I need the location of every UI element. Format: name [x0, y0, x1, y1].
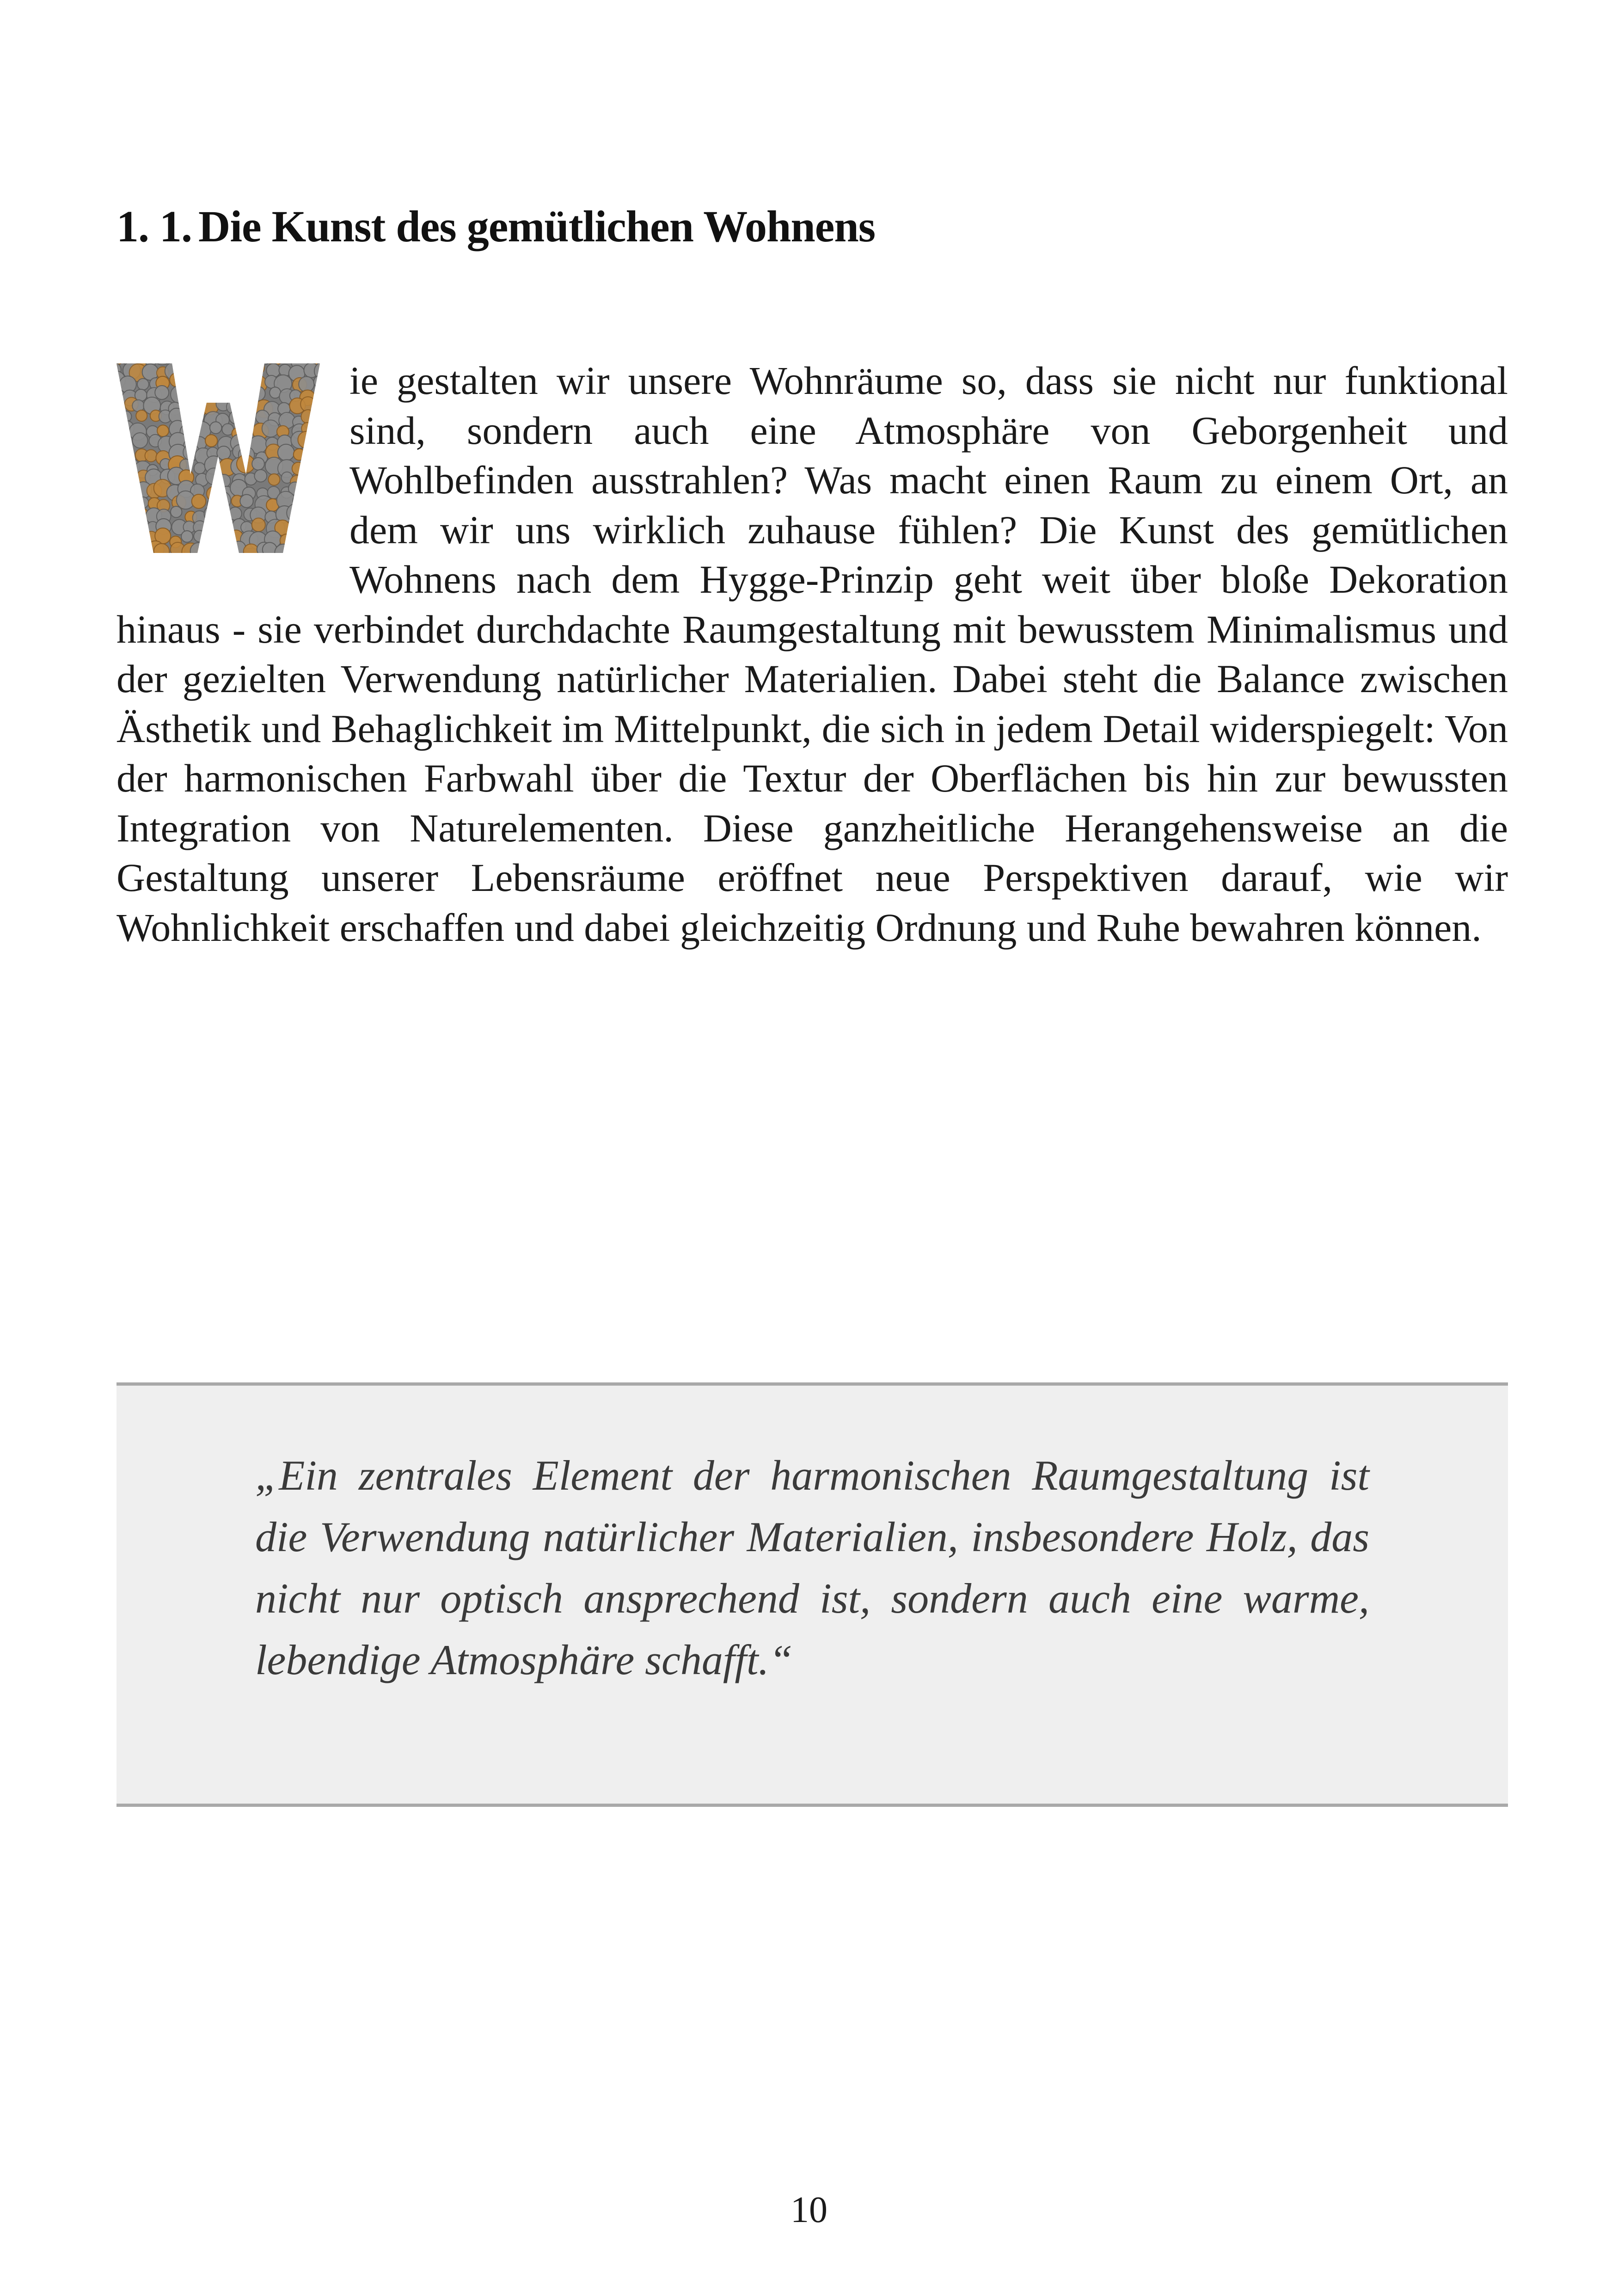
dropcap-wool-ball [206, 359, 217, 364]
dropcap-wool-ball [221, 359, 234, 365]
dropcap-wool-ball [205, 435, 217, 447]
dropcap-wool-ball [217, 474, 230, 487]
dropcap-wool-ball [227, 400, 241, 414]
dropcap-wool-ball [124, 494, 137, 507]
dropcap-wool-ball [262, 420, 279, 437]
dropcap-wool-ball [218, 506, 229, 518]
dropcap-wool-ball [287, 503, 305, 522]
dropcap-wool-ball [116, 507, 126, 523]
dropcap-wool-ball [120, 537, 131, 548]
dropcap-wool-ball [206, 385, 220, 399]
dropcap-wool-ball [303, 524, 316, 536]
dropcap-wool-ball [203, 544, 221, 558]
dropcap-wool-ball [204, 506, 221, 522]
dropcap-wool-ball [154, 544, 170, 558]
dropcap-wool-ball [312, 533, 320, 549]
dropcap-wool-ball [184, 359, 196, 363]
dropcap-wool-ball [239, 411, 252, 424]
dropcap-wool-ball [180, 378, 194, 391]
dropcap-wool-ball [316, 385, 320, 398]
dropcap-wool-ball [252, 362, 264, 374]
dropcap-wool-ball [204, 523, 216, 535]
dropcap-wool-ball [243, 389, 254, 400]
dropcap-wool-ball [300, 470, 313, 484]
dropcap-wool-ball [242, 398, 258, 414]
dropcap-wool-ball [116, 534, 123, 548]
dropcap-wool-ball [314, 542, 320, 558]
dropcap-wool-ball [293, 495, 305, 507]
dropcap-wool-ball [116, 485, 125, 501]
page-number: 10 [791, 2190, 827, 2230]
dropcap-wool-ball [310, 516, 320, 533]
dropcap-wool-ball [263, 542, 277, 557]
section-heading [116, 199, 1503, 254]
dropcap-wool-ball [121, 485, 134, 498]
dropcap-wool-ball [116, 519, 120, 531]
dropcap-wool-ball [194, 463, 205, 474]
dropcap-wool-ball [116, 475, 125, 487]
dropcap-wool-ball [297, 492, 315, 510]
dropcap-wool-ball [116, 462, 121, 476]
dropcap-wool-ball [116, 542, 126, 558]
dropcap-wool-ball [268, 474, 280, 485]
dropcap-wool-ball [314, 426, 320, 437]
dropcap-wool-ball [120, 440, 132, 452]
dropcap-wool-ball [131, 530, 146, 545]
dropcap-wool-ball [243, 362, 257, 376]
dropcap-wool-ball [240, 376, 253, 389]
dropcap-wool-ball [121, 509, 134, 522]
dropcap-wool-ball [123, 522, 136, 535]
dropcap-wool-ball [291, 516, 307, 533]
dropcap-wool-ball [183, 403, 195, 415]
dropcap-wool-ball [135, 547, 150, 558]
dropcap-wool-ball [301, 410, 315, 424]
dropcap-wool-ball [304, 450, 318, 464]
dropcap-wool-ball [301, 485, 317, 500]
dropcap-wool-ball [207, 486, 221, 501]
dropcap-wool-ball [194, 379, 206, 391]
dropcap-wool-ball [294, 449, 305, 460]
dropcap-wool-ball [193, 362, 207, 376]
dropcap-wool-ball [123, 471, 135, 482]
dropcap-wool-ball [252, 518, 265, 532]
dropcap-wool-ball [190, 543, 207, 558]
dropcap-wool-ball [137, 379, 149, 390]
dropcap-wool-ball [318, 401, 320, 414]
dropcap-wool-ball [213, 491, 231, 509]
dropcap-wool-ball [132, 433, 147, 448]
dropcap-wool-ball [302, 359, 316, 362]
dropcap-wool-ball [215, 375, 230, 390]
dropcap-wool-ball [136, 410, 147, 421]
dropcap-wool-ball [251, 387, 265, 401]
dropcap-wool-ball [313, 461, 320, 472]
dropcap-wool-ball [312, 446, 320, 460]
section-number: 1. 1. [116, 202, 192, 251]
dropcap-wool-ball [116, 497, 121, 510]
dropcap-wool-ball [118, 449, 133, 464]
dropcap-wool-ball [208, 498, 220, 510]
dropcap-wool-ball [157, 425, 169, 436]
dropcap-wool-ball [137, 497, 148, 508]
dropcap-wool-ball [190, 385, 209, 403]
dropcap-wool-ball [280, 359, 293, 363]
dropcap-wool-ball [120, 411, 131, 422]
dropcap-wool-ball [275, 544, 292, 558]
dropcap-wool-ball [219, 535, 231, 547]
dropcap-wool-ball [210, 422, 222, 434]
dropcap-wool-ball [116, 434, 123, 450]
dropcap-wool-ball [192, 359, 206, 366]
dropcap-wool-ball [207, 531, 222, 546]
intro-paragraph-text: ie gestalten wir unsere Wohnräume so, dass sie nicht nur funktional sind, sondern auch eine Atmosphäre von Geborgenheit und Wohlbefinden ausstrahlen? Was macht einen Raum zu einem Ort, an dem wir uns wirklich zuhause fühlen? Die Kunst des gemütlichen Wohnens nach dem Hygge-Prinzip geht weit über bloße Dekoration hinaus - sie verbindet durchdachte Raumgestaltung mit bewusstem Minimalismus und der gezielten Verwendung natürlicher Materialien. Dabei steht die Balance zwischen Ästhetik und Behaglichkeit im Mittelpunkt, die sich in jedem Detail widerspiegelt: Von der harmonischen Farbwahl über die Textur der Oberflächen bis hin zur bewussten Integration von Naturelementen. Diese ganzheitliche Herangehensweise an die Gestaltung unserer Lebensräume eröffnet neue Perspektiven darauf, wie wir Wohnlichkeit erschaffen und dabei gleichzeitig Ordnung und Ruhe bewahren können. [116, 358, 1508, 950]
dropcap-wool-ball [215, 363, 229, 378]
dropcap-wool-ball [230, 388, 245, 403]
intro-paragraph [116, 356, 1508, 952]
dropcap-wool-ball [304, 531, 317, 543]
dropcap-wool-ball [311, 437, 320, 454]
dropcap-wool-ball [171, 506, 182, 517]
dropcap-wool-ball [239, 359, 253, 363]
dropcap-wool-ball [230, 366, 243, 379]
dropcap-wool-ball [118, 540, 135, 557]
dropcap-wool-ball [183, 409, 200, 426]
dropcap-wool-ball [238, 420, 255, 437]
dropcap-wool-ball [202, 360, 218, 375]
dropcap-wool-ball [305, 544, 317, 556]
dropcap-wool-ball [229, 507, 242, 520]
dropcap-wool-ball [298, 431, 315, 448]
dropcap-wool-ball [191, 400, 207, 417]
dropcap-w-icon [116, 359, 320, 558]
dropcap-wool-ball [182, 362, 195, 374]
dropcap-wool-ball [155, 386, 169, 399]
dropcap-wool-ball [302, 510, 313, 522]
dropcap-wool-ball [170, 373, 184, 387]
dropcap-wool-ball [244, 544, 259, 558]
dropcap-wool-ball [314, 507, 320, 522]
dropcap-wool-ball [227, 377, 241, 392]
dropcap-wool-ball [288, 543, 306, 558]
dropcap-wool-ball [218, 524, 230, 536]
dropcap-wool-ball [191, 410, 204, 423]
pull-quote-text: „Ein zentrales Element der harmonischen Raumgestaltung ist die Verwendung natürlicher Materialien, insbesondere Holz, das nicht nur optisch ansprechend ist, sondern auch eine warme, lebendige Atmosphäre schafft.“ [255, 1452, 1369, 1683]
dropcap-wool-ball [116, 398, 121, 413]
dropcap-wool-ball [116, 448, 123, 463]
dropcap-wool-ball [288, 534, 302, 548]
dropcap-wool-ball [209, 377, 221, 389]
dropcap-wool-ball [171, 386, 188, 403]
dropcap-wool-ball [192, 494, 206, 509]
dropcap-wool-ball [252, 458, 264, 470]
dropcap-wool-ball [206, 468, 222, 485]
pull-quote-box [116, 1382, 1508, 1807]
dropcap-wool-ball [300, 459, 318, 476]
dropcap-wool-ball [313, 411, 320, 423]
dropcap-wool-ball [133, 519, 147, 534]
dropcap-wool-ball [316, 472, 320, 486]
dropcap-wool-ball [116, 420, 123, 436]
dropcap-wool-ball [254, 470, 267, 482]
dropcap-wool-ball [184, 387, 197, 400]
section-title: Die Kunst des gemütlichen Wohnens [198, 202, 876, 251]
dropcap-wool-ball [312, 482, 320, 500]
dropcap-wool-ball [229, 411, 243, 424]
dropcap-wool-ball [240, 495, 253, 508]
dropcap-wool-ball [194, 530, 205, 542]
dropcap-wool-ball [116, 412, 123, 428]
dropcap-wool-ball [292, 462, 305, 475]
dropcap-wool-ball [233, 359, 245, 366]
dropcap-wool-ball [145, 450, 157, 462]
dropcap-wool-ball [181, 531, 193, 542]
dropcap-wool-ball [216, 386, 231, 400]
dropcap-wool-ball [312, 497, 320, 510]
dropcap-wool-ball [278, 444, 294, 461]
dropcap-wool-ball [219, 546, 231, 558]
